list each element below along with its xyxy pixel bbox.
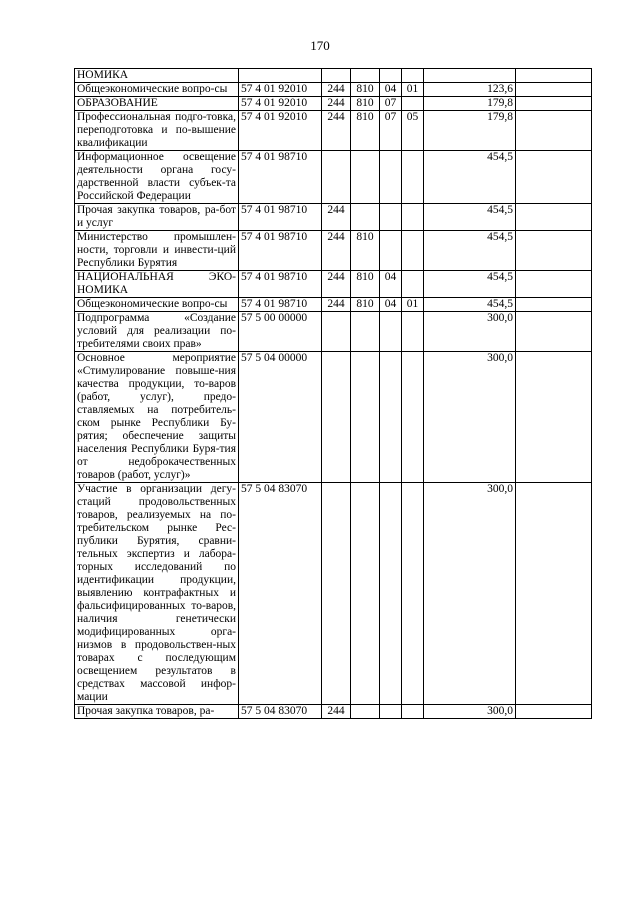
row-expense-type: 244 <box>322 97 351 111</box>
row-section: 04 <box>380 298 402 312</box>
row-subsection <box>402 231 424 271</box>
row-target-code: 57 4 01 92010 <box>239 111 322 151</box>
row-administrator <box>351 705 380 719</box>
budget-table <box>74 68 592 719</box>
row-empty-cell <box>516 231 592 271</box>
row-amount: 300,0 <box>424 312 516 352</box>
page-number: 170 <box>310 38 330 53</box>
row-section <box>380 705 402 719</box>
table-row <box>75 111 592 151</box>
row-amount: 300,0 <box>424 352 516 483</box>
row-section <box>380 483 402 705</box>
row-subsection <box>402 271 424 298</box>
row-target-code: 57 4 01 98710 <box>239 298 322 312</box>
table-row <box>75 97 592 111</box>
row-amount: 179,8 <box>424 97 516 111</box>
row-administrator: 810 <box>351 111 380 151</box>
row-subsection <box>402 151 424 204</box>
row-target-code: 57 4 01 92010 <box>239 83 322 97</box>
table-row <box>75 705 592 719</box>
row-name: Прочая закупка товаров, ра- <box>75 705 239 719</box>
row-empty-cell <box>516 483 592 705</box>
row-target-code: 57 4 01 98710 <box>239 231 322 271</box>
row-expense-type <box>322 352 351 483</box>
table-row <box>75 271 592 298</box>
row-empty-cell <box>516 111 592 151</box>
row-name: Информационное освещение деятельности органа госу-дарственной власти субъек-та Российской Федерации <box>75 151 239 204</box>
row-subsection: 05 <box>402 111 424 151</box>
row-empty-cell <box>516 298 592 312</box>
table-row <box>75 352 592 483</box>
row-expense-type: 244 <box>322 83 351 97</box>
row-name: Общеэкономические вопро-сы <box>75 298 239 312</box>
row-amount <box>424 69 516 83</box>
row-section <box>380 231 402 271</box>
table-body <box>75 69 592 719</box>
row-section: 04 <box>380 83 402 97</box>
row-subsection <box>402 204 424 231</box>
row-expense-type <box>322 483 351 705</box>
row-section: 04 <box>380 271 402 298</box>
row-target-code: 57 4 01 98710 <box>239 271 322 298</box>
row-amount: 454,5 <box>424 271 516 298</box>
row-expense-type <box>322 151 351 204</box>
row-administrator: 810 <box>351 271 380 298</box>
table-row <box>75 151 592 204</box>
table-row <box>75 231 592 271</box>
row-empty-cell <box>516 352 592 483</box>
row-target-code: 57 4 01 92010 <box>239 97 322 111</box>
row-empty-cell <box>516 83 592 97</box>
row-subsection <box>402 352 424 483</box>
row-empty-cell <box>516 705 592 719</box>
row-section <box>380 69 402 83</box>
row-section <box>380 151 402 204</box>
row-name: Участие в организации дегу-стаций продовольственных товаров, реализуемых на по-требительском рынке Рес-публики Бурятия, сравни-тельных экспертиз и лабора-торных исследований по идентификации продукции, выявлению контрафактных и фальсифицированных то-варов, наличия генетически модифицированных орга-низмов в продовольствен-ных товарах с последующим освещением результатов в средствах массовой инфор-мации <box>75 483 239 705</box>
row-administrator: 810 <box>351 298 380 312</box>
row-target-code: 57 5 04 00000 <box>239 352 322 483</box>
row-section <box>380 204 402 231</box>
row-expense-type: 244 <box>322 204 351 231</box>
table-row <box>75 298 592 312</box>
row-subsection: 01 <box>402 83 424 97</box>
row-section <box>380 312 402 352</box>
row-subsection <box>402 312 424 352</box>
row-section: 07 <box>380 97 402 111</box>
row-amount: 300,0 <box>424 483 516 705</box>
row-expense-type: 244 <box>322 705 351 719</box>
row-expense-type: 244 <box>322 271 351 298</box>
row-administrator <box>351 204 380 231</box>
row-subsection <box>402 483 424 705</box>
row-target-code <box>239 69 322 83</box>
row-amount: 454,5 <box>424 298 516 312</box>
table-row <box>75 312 592 352</box>
row-target-code: 57 4 01 98710 <box>239 204 322 231</box>
row-section <box>380 352 402 483</box>
row-target-code: 57 5 04 83070 <box>239 483 322 705</box>
row-section: 07 <box>380 111 402 151</box>
row-name: НАЦИОНАЛЬНАЯ ЭКО-НОМИКА <box>75 271 239 298</box>
row-target-code: 57 5 04 83070 <box>239 705 322 719</box>
row-target-code: 57 4 01 98710 <box>239 151 322 204</box>
row-empty-cell <box>516 151 592 204</box>
row-administrator: 810 <box>351 97 380 111</box>
row-name: Основное мероприятие «Стимулирование повыше-ния качества продукции, то-варов (работ, услуг), предо-ставляемых на потребитель-ском рынке Республики Бу-рятия; обеспечение защиты населения Республики Буря-тия от недоброкачественных товаров (работ, услуг)» <box>75 352 239 483</box>
row-name: Министерство промышлен-ности, торговли и инвести-ций Республики Бурятия <box>75 231 239 271</box>
row-name: Общеэкономические вопро-сы <box>75 83 239 97</box>
table-row <box>75 69 592 83</box>
row-administrator: 810 <box>351 231 380 271</box>
row-expense-type: 244 <box>322 111 351 151</box>
row-expense-type: 244 <box>322 231 351 271</box>
row-amount: 454,5 <box>424 151 516 204</box>
row-empty-cell <box>516 271 592 298</box>
row-empty-cell <box>516 204 592 231</box>
row-amount: 123,6 <box>424 83 516 97</box>
row-administrator <box>351 483 380 705</box>
row-amount: 454,5 <box>424 204 516 231</box>
row-name: Прочая закупка товаров, ра-бот и услуг <box>75 204 239 231</box>
row-administrator <box>351 352 380 483</box>
row-name: НОМИКА <box>75 69 239 83</box>
row-name: Подпрограмма «Создание условий для реализации по-требителями своих прав» <box>75 312 239 352</box>
row-administrator <box>351 69 380 83</box>
row-expense-type <box>322 312 351 352</box>
row-empty-cell <box>516 69 592 83</box>
row-expense-type: 244 <box>322 298 351 312</box>
table-row <box>75 83 592 97</box>
table-row <box>75 204 592 231</box>
row-administrator <box>351 151 380 204</box>
row-administrator <box>351 312 380 352</box>
row-target-code: 57 5 00 00000 <box>239 312 322 352</box>
row-amount: 179,8 <box>424 111 516 151</box>
row-empty-cell <box>516 97 592 111</box>
row-administrator: 810 <box>351 83 380 97</box>
table-row <box>75 483 592 705</box>
row-amount: 300,0 <box>424 705 516 719</box>
row-expense-type <box>322 69 351 83</box>
row-subsection <box>402 705 424 719</box>
row-name: ОБРАЗОВАНИЕ <box>75 97 239 111</box>
row-name: Профессиональная подго-товка, переподготовка и по-вышение квалификации <box>75 111 239 151</box>
row-amount: 454,5 <box>424 231 516 271</box>
row-subsection <box>402 97 424 111</box>
row-subsection: 01 <box>402 298 424 312</box>
row-empty-cell <box>516 312 592 352</box>
row-subsection <box>402 69 424 83</box>
